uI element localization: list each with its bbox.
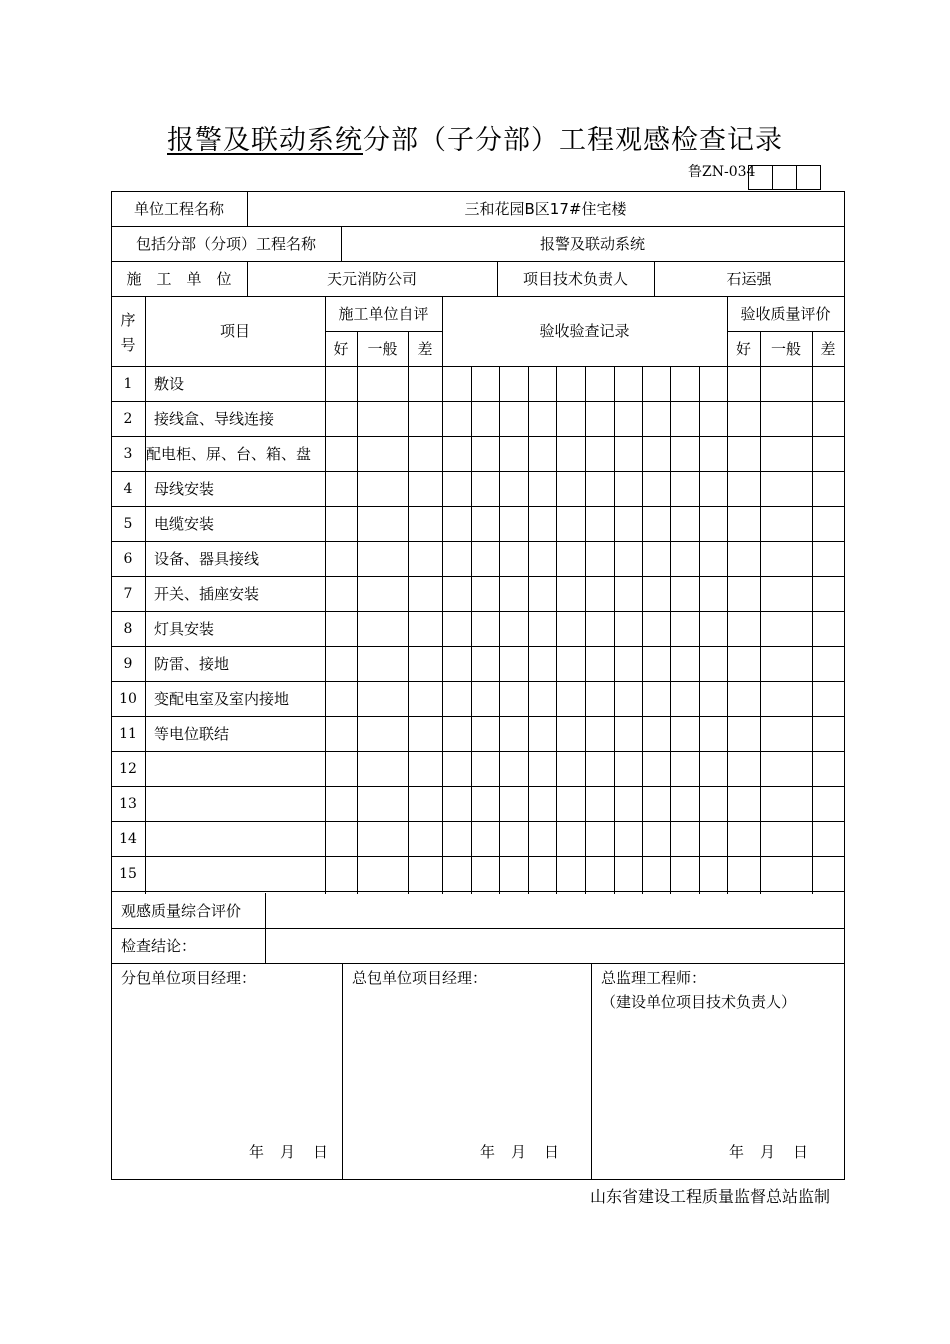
col-self-good: 好 bbox=[333, 340, 349, 358]
v-line bbox=[325, 296, 326, 894]
date-year-1: 年 bbox=[249, 1143, 265, 1161]
record-grid-line bbox=[642, 366, 643, 894]
h-line bbox=[111, 928, 845, 929]
row-line bbox=[111, 401, 845, 402]
h-line bbox=[111, 963, 845, 964]
h-line bbox=[111, 261, 845, 262]
col-quality-poor: 差 bbox=[820, 340, 836, 358]
page-title bbox=[0, 118, 950, 157]
row-number: 14 bbox=[119, 831, 137, 847]
col-seq-b: 号 bbox=[120, 336, 136, 354]
row-item-label: 开关、插座安装 bbox=[154, 585, 260, 603]
code-box-2 bbox=[772, 165, 797, 190]
v-line bbox=[760, 331, 761, 894]
footer-issuer: 山东省建设工程质量监督总站监制 bbox=[590, 1187, 831, 1206]
chief-supervisor-note: （建设单位项目技术负责人） bbox=[601, 993, 797, 1011]
tech-lead-label: 项目技术负责人 bbox=[522, 270, 628, 288]
row-number: 9 bbox=[123, 656, 133, 672]
title-underlined: 报警及联动系统 bbox=[167, 125, 363, 156]
col-quality-general: 一般 bbox=[770, 340, 801, 358]
general-manager-label: 总包单位项目经理： bbox=[352, 969, 488, 987]
col-self-poor: 差 bbox=[417, 340, 433, 358]
h-line bbox=[111, 296, 845, 297]
record-grid-line bbox=[499, 366, 500, 894]
sub-manager-label: 分包单位项目经理： bbox=[121, 969, 257, 987]
row-line bbox=[111, 646, 845, 647]
col-seq-a: 序 bbox=[120, 311, 136, 329]
date-day-2: 日 bbox=[544, 1143, 560, 1161]
row-number: 1 bbox=[123, 376, 133, 392]
row-item-label: 设备、器具接线 bbox=[154, 550, 260, 568]
col-quality-eval: 验收质量评价 bbox=[740, 305, 831, 323]
v-line bbox=[342, 963, 343, 1180]
tech-lead-value: 石运强 bbox=[726, 270, 772, 288]
title-rest: 分部（子分部）工程观感检查记录 bbox=[363, 125, 783, 156]
row-line bbox=[111, 751, 845, 752]
self-eval-subheader-line bbox=[325, 331, 443, 332]
row-line bbox=[111, 891, 845, 892]
table-right-border bbox=[844, 191, 845, 1180]
row-line bbox=[111, 576, 845, 577]
row-number: 11 bbox=[119, 726, 137, 742]
date-month-2: 月 bbox=[511, 1143, 527, 1161]
code-box-1 bbox=[748, 165, 773, 190]
row-number: 6 bbox=[123, 551, 133, 567]
record-grid-line bbox=[471, 366, 472, 894]
form-code: 鲁ZN-034 bbox=[688, 164, 756, 180]
construction-unit-label: 施 工 单 位 bbox=[126, 270, 232, 288]
row-number: 4 bbox=[123, 481, 133, 497]
sub-project-value: 报警及联动系统 bbox=[539, 235, 645, 253]
row-line bbox=[111, 611, 845, 612]
row-number: 7 bbox=[123, 586, 133, 602]
row-line bbox=[111, 681, 845, 682]
v-line bbox=[812, 331, 813, 894]
row-number: 5 bbox=[123, 516, 133, 532]
row-number: 2 bbox=[123, 411, 133, 427]
record-grid-line bbox=[528, 366, 529, 894]
row-line bbox=[111, 471, 845, 472]
row-item-label: 灯具安装 bbox=[154, 620, 215, 638]
col-self-eval: 施工单位自评 bbox=[338, 305, 429, 323]
row-number: 12 bbox=[119, 761, 137, 777]
col-check-record: 验收验查记录 bbox=[539, 322, 630, 340]
v-line bbox=[727, 296, 728, 894]
date-year-2: 年 bbox=[480, 1143, 496, 1161]
row-number: 15 bbox=[119, 866, 137, 882]
row-line bbox=[111, 366, 845, 367]
record-grid-line bbox=[556, 366, 557, 894]
v-line bbox=[145, 296, 146, 894]
row-item-label: 等电位联结 bbox=[154, 725, 230, 743]
row-line bbox=[111, 506, 845, 507]
row-item-label: 变配电室及室内接地 bbox=[154, 690, 290, 708]
v-line bbox=[357, 331, 358, 894]
date-month-1: 月 bbox=[280, 1143, 296, 1161]
unit-project-label: 单位工程名称 bbox=[133, 200, 224, 218]
row-line bbox=[111, 856, 845, 857]
row-number: 13 bbox=[119, 796, 137, 812]
record-grid-line bbox=[699, 366, 700, 894]
row-line bbox=[111, 716, 845, 717]
date-month-3: 月 bbox=[760, 1143, 776, 1161]
v-line bbox=[265, 893, 266, 964]
record-grid-line bbox=[614, 366, 615, 894]
v-line bbox=[442, 296, 443, 894]
row-line bbox=[111, 436, 845, 437]
row-number: 3 bbox=[123, 446, 133, 462]
sub-project-label: 包括分部（分项）工程名称 bbox=[135, 235, 316, 253]
record-grid-line bbox=[670, 366, 671, 894]
date-year-3: 年 bbox=[729, 1143, 745, 1161]
row-item-label: 配电柜、屏、台、箱、盘 bbox=[146, 445, 312, 463]
row-line bbox=[111, 821, 845, 822]
v-line bbox=[591, 963, 592, 1180]
unit-project-value: 三和花园B区17#住宅楼 bbox=[464, 200, 627, 218]
row-line bbox=[111, 541, 845, 542]
col-quality-good: 好 bbox=[735, 340, 751, 358]
record-grid-line bbox=[585, 366, 586, 894]
construction-unit-value: 天元消防公司 bbox=[326, 270, 417, 288]
row-item-label: 敷设 bbox=[154, 375, 185, 393]
row-item-label: 电缆安装 bbox=[154, 515, 215, 533]
col-item: 项目 bbox=[219, 322, 250, 340]
row-number: 10 bbox=[119, 691, 137, 707]
v-line bbox=[408, 331, 409, 894]
h-line bbox=[111, 226, 845, 227]
overall-eval-label: 观感质量综合评价 bbox=[121, 902, 242, 920]
table-bottom-border bbox=[111, 1179, 845, 1180]
row-number: 8 bbox=[123, 621, 133, 637]
row-line bbox=[111, 786, 845, 787]
date-day-1: 日 bbox=[313, 1143, 329, 1161]
date-day-3: 日 bbox=[793, 1143, 809, 1161]
row-item-label: 接线盒、导线连接 bbox=[154, 410, 275, 428]
chief-supervisor-label: 总监理工程师： bbox=[601, 969, 707, 987]
quality-subheader-line bbox=[727, 331, 845, 332]
row-item-label: 母线安装 bbox=[154, 480, 215, 498]
conclusion-label: 检查结论： bbox=[121, 937, 197, 955]
row-item-label: 防雷、接地 bbox=[154, 655, 230, 673]
table-top-border bbox=[111, 191, 845, 192]
col-self-general: 一般 bbox=[367, 340, 398, 358]
code-box-3 bbox=[796, 165, 821, 190]
